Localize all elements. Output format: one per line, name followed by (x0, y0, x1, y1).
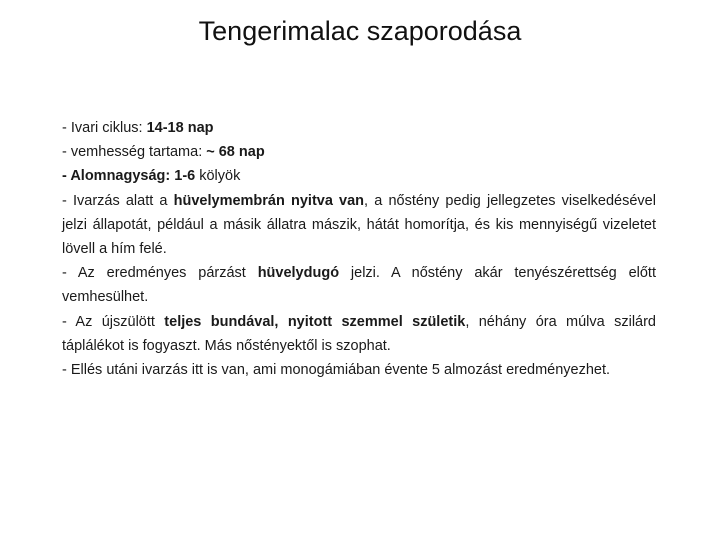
bullet-litter-size (62, 164, 656, 188)
bullet-bold-text: - Alomnagyság: 1-6 (62, 168, 196, 185)
bullet-text: - Ivarzás alatt a (62, 192, 174, 209)
bullet-postpartum-estrus (62, 358, 656, 382)
bullet-text: - vemhesség tartama: (62, 144, 207, 161)
bullet-estrous-cycle (62, 116, 656, 140)
bullet-text: , néhány óra múlva szilárd táplálékot is fogyaszt. Más nőstényektől is szophat. (62, 313, 656, 354)
bullet-estrus-behavior (62, 189, 656, 262)
bullet-text: , a nőstény pedig jellegzetes viselkedésével jelzi állapotát, például a másik állatra mászik, hátát homorítja, és kis mennyiségű vizeletet lövell a hím felé. (62, 192, 656, 258)
bullet-text: - Ellés utáni ivarzás itt is van, ami monogámiában évente 5 almozást eredményezhet. (62, 362, 611, 379)
bullet-text: kölyök (195, 168, 241, 185)
bullet-mating-plug (62, 261, 656, 309)
slide-title: Tengerimalac szaporodása (198, 16, 522, 46)
bullet-bold-text: 14-18 nap (146, 120, 214, 136)
bullet-bold-text: hüvelydugó (257, 265, 340, 282)
bullet-gestation (62, 140, 656, 164)
bullet-text: jelzi. A nőstény akár tenyészérettség előtt vemhesülhet. (62, 265, 656, 306)
bullet-bold-text: hüvelymembrán nyitva van (173, 192, 365, 209)
bullet-newborn (62, 310, 656, 358)
bullet-bold-text: teljes bundával, nyitott szemmel születik (164, 313, 466, 330)
bullet-bold-text: ~ 68 nap (206, 144, 265, 161)
bullet-text: - Ivari ciklus: (62, 120, 147, 136)
bullet-text: - Az eredményes párzást (62, 265, 258, 282)
slide-body (62, 116, 656, 382)
bullet-text: - Az újszülött (62, 313, 165, 330)
